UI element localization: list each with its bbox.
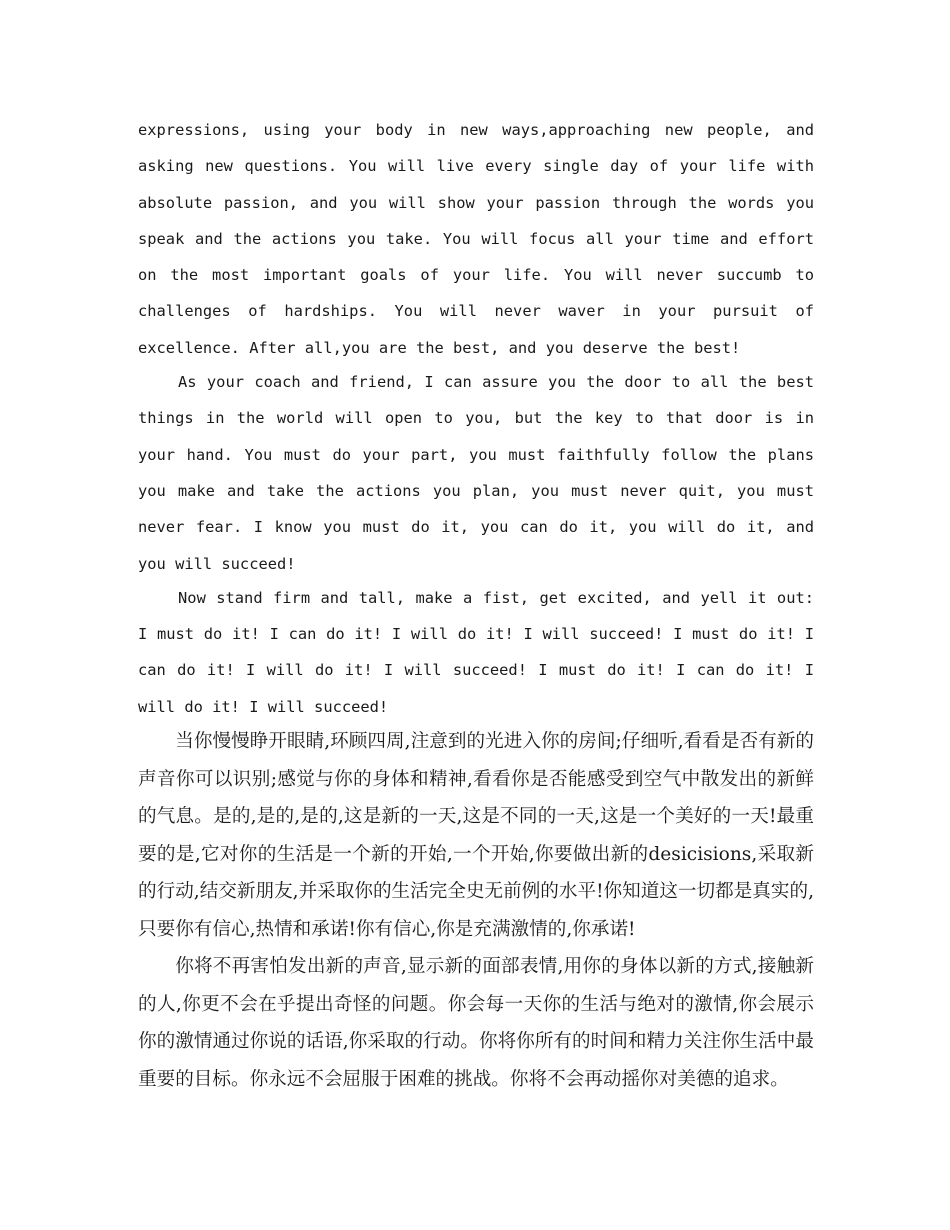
paragraph-1: expressions, using your body in new ways,approaching new people, and asking new questions. You will live every single day of your life with absolute passion, and you will show your passion through the words you speak and the actions you take. You will focus all your time and effort on the most important goals of your life. You will never succumb to challenges of hardships. You will never waver in your pursuit of excellence. After all,you are the best, and you deserve the best! bbox=[138, 121, 814, 357]
paragraph-2: As your coach and friend, I can assure you the door to all the best things in the world will open to you, but the key to that door is in your hand. You must do your part, you must faithfully follow the plans you make and take the actions you plan, you must never quit, you must never fear. I know you must do it, you can do it, you will do it, and you will succeed! bbox=[138, 373, 814, 573]
paragraph-5: 你将不再害怕发出新的声音,显示新的面部表情,用你的身体以新的方式,接触新的人,你更不会在乎提出奇怪的问题。你会每一天你的生活与绝对的激情,你会展示你的激情通过你说的话语,你采取的行动。你将你所有的时间和精力关注你生活中最重要的目标。你永远不会屈服于困难的挑战。你将不会再动摇你对美德的追求。 bbox=[138, 956, 814, 1090]
document-page bbox=[138, 112, 814, 1098]
paragraph-3: Now stand firm and tall, make a fist, get excited, and yell it out: I must do it! I can do it! I will do it! I will succeed! I must do it! I can do it! I will do it! I will succeed! I must do it! I can do it! I will do it! I will succeed! bbox=[138, 588, 814, 716]
paragraph-4: 当你慢慢睁开眼睛,环顾四周,注意到的光进入你的房间;仔细听,看看是否有新的声音你可以识别;感觉与你的身体和精神,看看你是否能感受到空气中散发出的新鲜的气息。是的,是的,是的,这是新的一天,这是不同的一天,这是一个美好的一天!最重要的是,它对你的生活是一个新的开始,一个开始,你要做出新的desicisions,采取新的行动,结交新朋友,并采取你的生活完全史无前例的水平!你知道这一切都是真实的,只要你有信心,热情和承诺!你有信心,你是充满激情的,你承诺! bbox=[138, 731, 814, 940]
